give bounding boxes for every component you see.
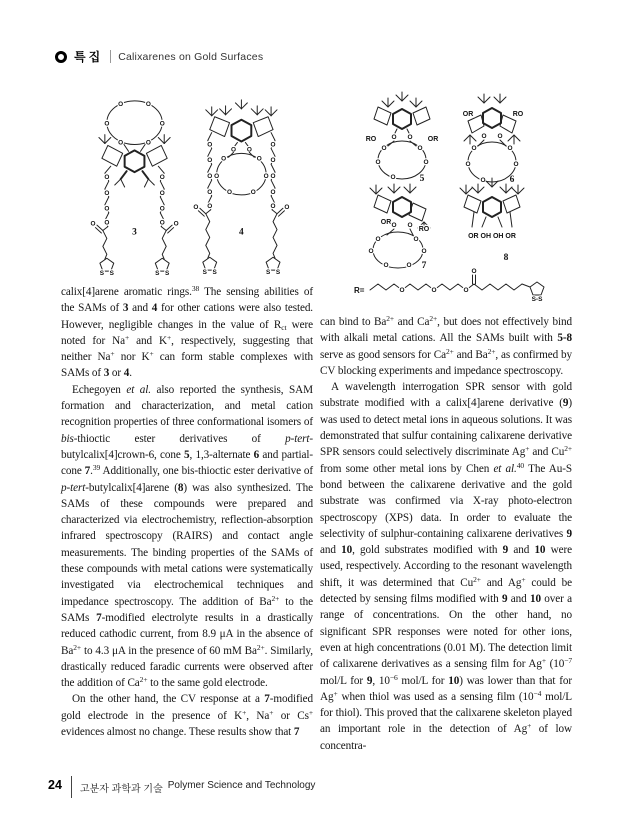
article-title: Calixarenes on Gold Surfaces <box>118 50 264 63</box>
or-group-label: OR <box>427 136 439 143</box>
atom-o: O <box>465 161 471 168</box>
page-header <box>55 48 263 65</box>
atom-o: O <box>145 139 151 147</box>
atom-s: S <box>109 270 114 278</box>
atom-o: O <box>104 189 110 197</box>
atom-o: O <box>246 146 252 154</box>
paragraph: calix[4]arene aromatic rings.$^{38}$ The sensing abilities of the SAMs of 3 and 4 for other cations were also tested. However, negligible changes in the value of $R_{ct}$ were noted for Na+ and K+, respectively, suggesting that neither Na+ nor K+ can form stable complexes with SAMs of 3 or 4. <box>61 284 314 380</box>
paragraph: On the other hand, the CV response at a 7-modified gold electrode in the presence of K+, Na+ or Cs+ evidences almost no change. These results show that 7 <box>61 693 313 739</box>
atom-o: O <box>399 287 405 294</box>
atom-o: O <box>104 120 110 128</box>
journal-name-english: Polymer Science and Technology <box>167 780 316 791</box>
compound-7-label: 7 <box>421 261 427 271</box>
atom-o: O <box>207 141 213 149</box>
atom-o: O <box>284 203 290 211</box>
atom-o: O <box>381 145 387 152</box>
atom-o: O <box>391 134 397 141</box>
r-group-label: R= <box>354 286 365 295</box>
footer-divider <box>71 776 72 798</box>
figure-compounds-3-4 <box>60 93 310 281</box>
atom-o: O <box>263 173 269 181</box>
atom-o: O <box>118 100 124 108</box>
section-bullet-icon <box>55 51 67 63</box>
atom-o: O <box>104 174 110 182</box>
atom-o: O <box>159 219 165 227</box>
atom-o: O <box>159 205 165 213</box>
atom-o: O <box>270 157 276 165</box>
atom-o: O <box>423 159 429 166</box>
atom-o: O <box>270 188 276 196</box>
paragraph: can bind to $Ba^{2+}$ and $Ca^{2+}$, but does not effectively bind with alkali metal cations. All the SAMs built with 5-8 serve as good sensors for $Ca^{2+}$ and $Ba^{2+}$, as confirmed by CV blocking experiments and impedance spectroscopy. <box>320 314 572 377</box>
or-group-label: OR <box>462 111 474 118</box>
or-oh-row-label: OR OH OH OR <box>468 233 516 240</box>
page-number: 24 <box>48 778 62 792</box>
atom-o: O <box>407 222 413 229</box>
compound-4-structure <box>193 100 289 276</box>
left-column <box>61 284 313 740</box>
compound-6-structure <box>463 94 524 185</box>
right-column <box>320 314 572 754</box>
atom-o: O <box>90 220 96 228</box>
atom-o: O <box>270 173 276 181</box>
paragraph: Echegoyen et al. also reported the synthesis, SAM formation and characterization, and metal cation recognition properties of three conformational isomers of bis-thioctic ester derivatives of p-tert-butylcalix[4]crown-6, cone 5, 1,3-alternate 6 and partial-cone 7.39 Additionally, one bis-thioctic ester derivative of p-tert-butylcalix[4]arene (8) was also synthesized. The SAMs of these compounds were prepared and characterized via electrochemistry, reflection-absorption infrared spectroscopy (RAIRS) and contact angle measurements. The binding properties of the SAMs of these compounds with metal cations were systematically investigated via electrochemical techniques and impedance spectroscopy. The addition of $Ba^{2+}$ to the SAMs 7-modified electrolyte results in a drastically reduced cathodic current, from 8.9 μA in the absence of $Ba^{2+}$ to 4.3 μA in the presence of 60 mM $Ba^{2+}$. Similarly, drastically reduced faradic currents were observed after the addition of $Ca^{2+}$ to the same gold electrode. <box>61 383 314 690</box>
compound-8-label: 8 <box>503 253 509 263</box>
atom-o: O <box>390 174 396 181</box>
atom-o: O <box>497 133 503 140</box>
atom-o: O <box>270 202 276 210</box>
atom-o: O <box>159 120 165 128</box>
figure-compounds-5-8 <box>330 90 580 310</box>
atom-o: O <box>413 236 419 243</box>
atom-o: O <box>368 248 374 255</box>
section-label: 특집 <box>74 50 104 64</box>
atom-o: O <box>227 188 233 196</box>
atom-o: O <box>383 262 389 269</box>
atom-o: O <box>406 262 412 269</box>
atom-o: O <box>104 205 110 213</box>
atom-o: O <box>270 141 276 149</box>
or-group-label: OR <box>380 219 392 226</box>
journal-name-korean: 고분자 과학과 기술 <box>79 784 163 795</box>
header-divider <box>110 50 111 63</box>
atom-s: S <box>265 269 271 277</box>
compound-5-label: 5 <box>419 174 425 184</box>
atom-o: O <box>193 203 199 211</box>
atom-s: S <box>202 269 207 277</box>
atom-o: O <box>417 145 423 152</box>
atom-o: O <box>159 174 165 182</box>
atom-o: O <box>118 139 124 147</box>
atom-o: O <box>431 287 437 294</box>
atom-o: O <box>207 157 213 165</box>
paragraph: A wavelength interrogation SPR sensor with gold substrate modified with a calix[4]arene derivative (9) was used to detect metal ions in aqueous solutions. It was demonstrated that sulfur containing calixarene derivative SPR sensors could selectively discriminate Ag+ and $Cu^{2+}$ from some other metal ions by Chen et al.$^{40}$ The Au-S bond between the calixarene derivative and the gold substrate was confirmed via X-ray photo-electron spectroscopy (XPS) data. In order to evaluate the selectivity of sulphur-containing calixarene derivatives 9 and 10, gold substrates modified with 9 and 10 were used, respectively. According to the resonant wavelength shift, it was determined that $Cu^{2+}$ and Ag+ could be detected by sensing films modified with 9 and 10 over a range of concentrations. On the other hand, no significant SPR responses were noted for other ions, even at high concentrations (0.01 M). The detection limit of calixarene derivatives as a sensing film for Ag+ ($10^{-7}$ mol/L for 9, $10^{-6}$ mol/L for 10) was lower than that for Ag+ when thiol was used as a sensing film ($10^{-4}$ mol/L for thiol). This proved that the calixarene skeleton played an important role in the detection of Ag+ of low concentra- <box>320 381 573 752</box>
r-group-structure <box>354 268 544 303</box>
compound-3-label: 3 <box>132 227 137 238</box>
ro-group-label: RO <box>365 136 377 143</box>
atom-s: S <box>212 269 217 277</box>
atom-o: O <box>471 268 477 275</box>
atom-o: O <box>104 219 110 227</box>
atom-o: O <box>173 220 179 228</box>
atom-o: O <box>230 146 236 154</box>
atom-o: O <box>250 188 256 196</box>
atom-o: O <box>159 189 165 197</box>
disulfide-label: S-S <box>531 296 543 303</box>
atom-o: O <box>480 177 486 184</box>
atom-o: O <box>221 155 227 163</box>
atom-o: O <box>375 159 381 166</box>
atom-o: O <box>421 248 427 255</box>
atom-o: O <box>481 133 487 140</box>
compound-6-label: 6 <box>509 175 515 185</box>
atom-o: O <box>463 287 469 294</box>
atom-o: O <box>513 161 519 168</box>
compound-4-label: 4 <box>239 227 244 238</box>
atom-o: O <box>214 173 220 181</box>
page-footer <box>48 776 315 798</box>
atom-o: O <box>207 188 213 196</box>
atom-o: O <box>507 145 513 152</box>
compound-3-structure <box>90 101 178 277</box>
atom-o: O <box>145 100 151 108</box>
atom-s: S <box>155 270 160 278</box>
atom-o: O <box>471 145 477 152</box>
atom-o: O <box>207 202 213 210</box>
ro-group-label: RO <box>512 111 524 118</box>
atom-o: O <box>375 236 381 243</box>
atom-s: S <box>99 270 105 278</box>
atom-s: S <box>275 269 281 277</box>
atom-s: S <box>165 270 170 278</box>
atom-o: O <box>407 134 413 141</box>
atom-o: O <box>256 155 262 163</box>
compound-5-structure <box>366 92 439 184</box>
compound-8-structure <box>460 178 524 263</box>
atom-o: O <box>207 173 213 181</box>
atom-o: O <box>391 222 397 229</box>
compound-7-structure <box>368 184 430 271</box>
ro-group-label: RO <box>418 226 430 233</box>
